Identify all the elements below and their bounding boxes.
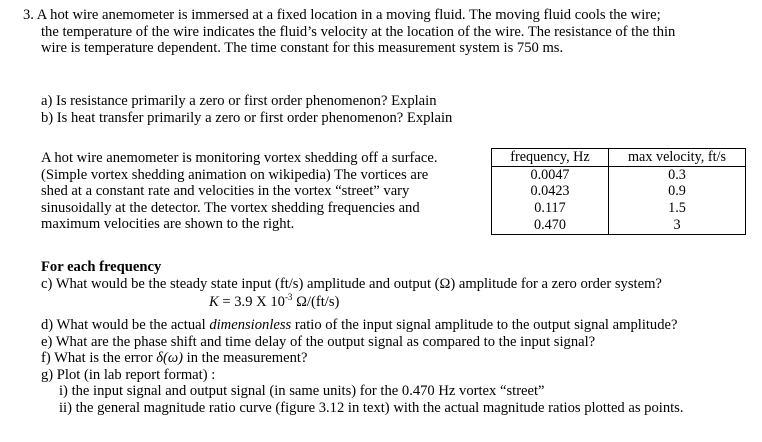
question-d-pre: d) What would be the actual: [41, 317, 210, 333]
header-frequency: frequency, Hz: [492, 149, 609, 167]
cell-velocity: 1.5: [609, 200, 746, 217]
k-equation: [209, 294, 339, 311]
k-value: = 3.9 X 10: [218, 294, 285, 310]
table-row: [492, 166, 746, 183]
intro-line-2: the temperature of the wire indicates the fluid’s velocity at the location of the wire. The resistance of the thin: [41, 23, 676, 40]
vortex-description: [41, 150, 438, 233]
intro-line-3: wire is temperature dependent. The time constant for this measurement system is 750 ms.: [41, 40, 564, 57]
question-f-symbol: δ(ω): [156, 350, 184, 367]
cell-frequency: 0.0423: [492, 184, 609, 201]
cell-velocity: 0.3: [609, 166, 746, 183]
question-f: [41, 350, 684, 367]
question-b: b) Is heat transfer primarily a zero or first order phenomenon? Explain: [41, 109, 453, 126]
k-symbol: K: [209, 294, 219, 310]
question-f-post: in the measurement?: [183, 350, 308, 367]
question-a: a) Is resistance primarily a zero or first order phenomenon? Explain: [41, 93, 437, 109]
cell-frequency: 0.470: [492, 217, 609, 234]
table-row: [492, 184, 746, 201]
description-line-4: sinusoidally at the detector. The vortex shedding frequencies and: [41, 199, 420, 216]
cell-velocity: 3: [609, 217, 746, 234]
question-d-emphasis: dimensionless: [209, 317, 292, 333]
description-line-3: shed at a constant rate and velocities in the vortex “street” vary: [41, 183, 410, 200]
question-d: [41, 317, 684, 334]
description-line-1: A hot wire anemometer is monitoring vortex shedding off a surface.: [41, 150, 438, 166]
table-header-row: [492, 149, 746, 167]
frequency-velocity-table: [491, 148, 746, 235]
question-d-post: ratio of the input signal amplitude to the output signal amplitude?: [291, 317, 678, 333]
header-max-velocity: max velocity, ft/s: [609, 149, 746, 167]
cell-frequency: 0.117: [492, 200, 609, 217]
description-line-5: maximum velocities are shown to the right.: [41, 216, 295, 233]
question-g-i: i) the input signal and output signal (in same units) for the 0.470 Hz vortex “street”: [59, 383, 545, 400]
question-g-ii: ii) the general magnitude ratio curve (figure 3.12 in text) with the actual magnitude ratios plotted as points.: [59, 399, 684, 416]
for-each-heading-wrap: [41, 259, 161, 276]
questions-d-to-g: [41, 317, 684, 417]
cell-velocity: 0.9: [609, 184, 746, 201]
table-row: [492, 217, 746, 234]
questions-ab: [41, 93, 452, 126]
table-row: [492, 200, 746, 217]
k-exponent: -3: [284, 292, 293, 302]
question-f-pre: f) What is the error: [41, 350, 157, 367]
question-e: e) What are the phase shift and time delay of the output signal as compared to the input signal?: [41, 333, 596, 350]
k-unit: Ω/(ft/s): [292, 294, 340, 310]
cell-frequency: 0.0047: [492, 166, 609, 183]
description-line-2: (Simple vortex shedding animation on wikipedia) The vortices are: [41, 166, 429, 183]
for-each-heading: For each frequency: [41, 259, 162, 275]
question-c: c) What would be the steady state input (ft/s) amplitude and output (Ω) amplitude for a zero order system?: [41, 276, 662, 292]
question-g: g) Plot (in lab report format) :: [41, 366, 216, 383]
intro-line-1: 3. A hot wire anemometer is immersed at a fixed location in a moving fluid. The moving fluid cools the wire;: [23, 7, 661, 23]
problem-intro: [23, 7, 675, 57]
